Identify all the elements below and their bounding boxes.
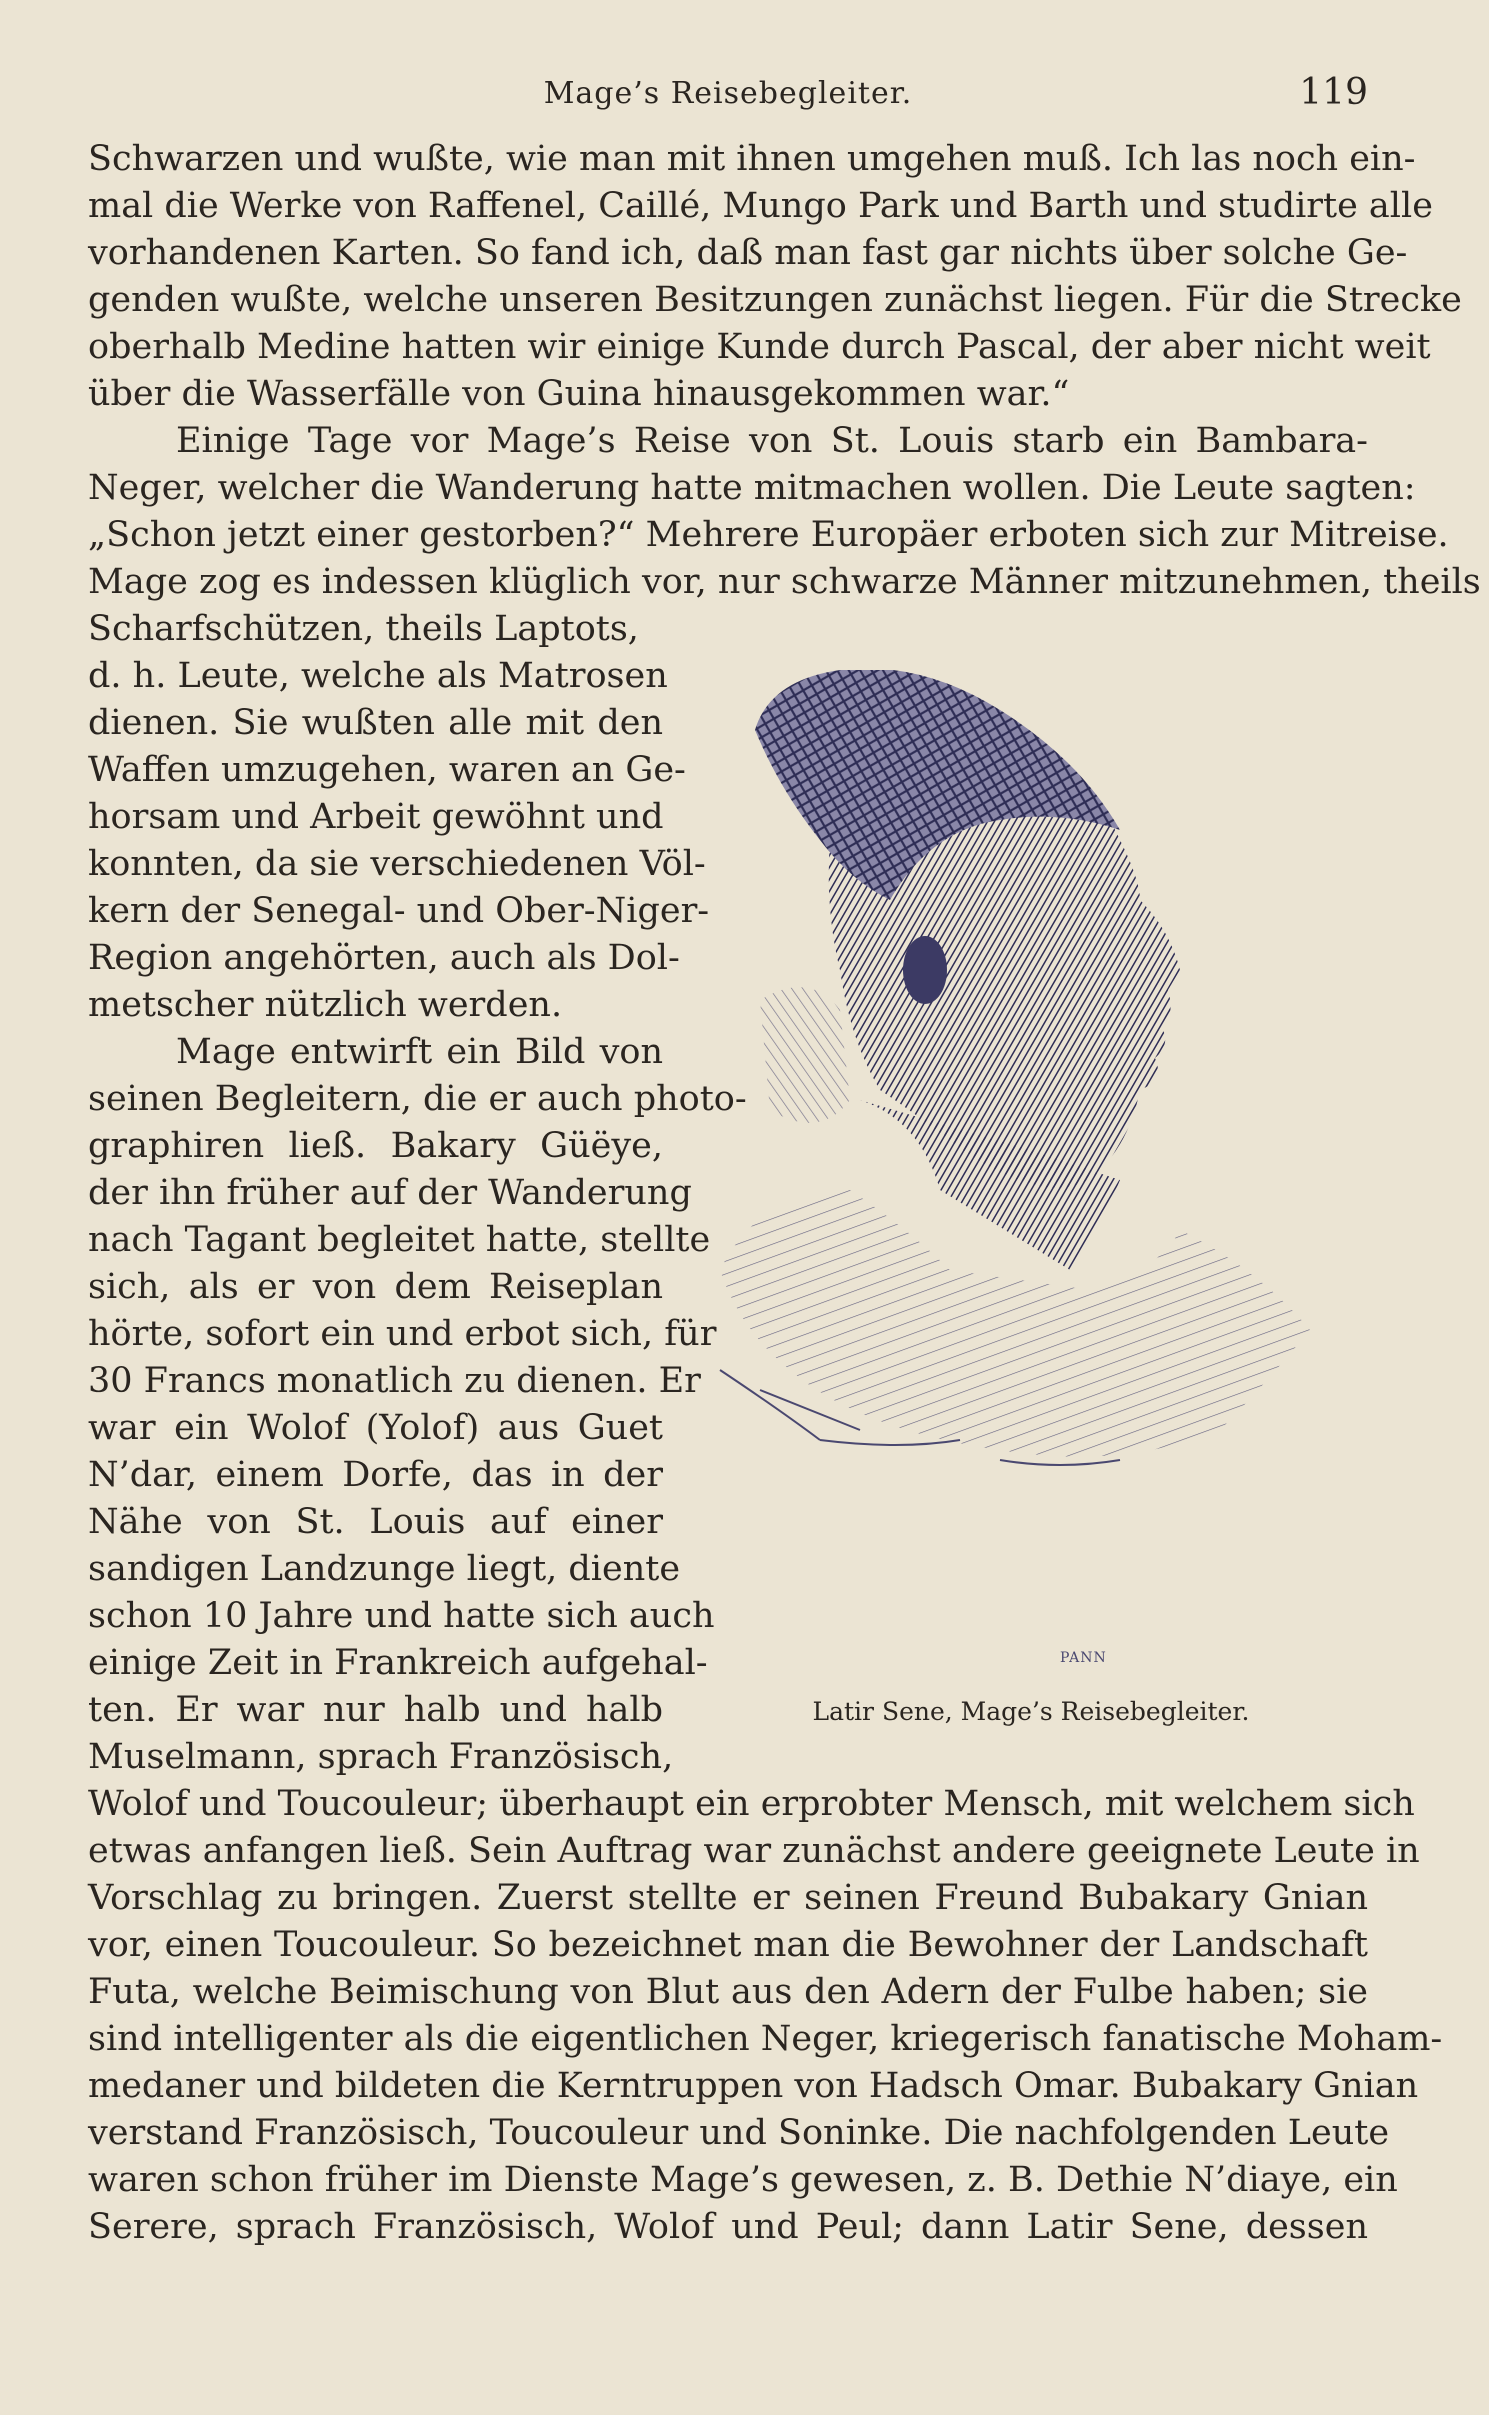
engraver-signature: PANN bbox=[1060, 1650, 1107, 1666]
text-line: sind intelligenter als die eigentlichen Neger, kriegerisch fanatische Moham- bbox=[88, 2019, 1443, 2059]
text-line: Neger, welcher die Wanderung hatte mitmachen wollen. Die Leute sagten: bbox=[88, 468, 1416, 508]
text-line: ten. Er war nur halb und halb bbox=[88, 1690, 663, 1730]
text-line: der ihn früher auf der Wanderung bbox=[88, 1173, 692, 1213]
text-line: Futa, welche Beimischung von Blut aus den Adern der Fulbe haben; sie bbox=[88, 1972, 1368, 2012]
text-line: sandigen Landzunge liegt, diente bbox=[88, 1549, 681, 1589]
text-line: Einige Tage vor Mage’s Reise von St. Louis starb ein Bambara- bbox=[176, 421, 1368, 461]
page-number: 119 bbox=[1299, 72, 1368, 113]
text-line: dienen. Sie wußten alle mit den bbox=[88, 703, 663, 743]
text-line: nach Tagant begleitet hatte, stellte bbox=[88, 1220, 711, 1260]
text-line: vor, einen Toucouleur. So bezeichnet man die Bewohner der Landschaft bbox=[88, 1925, 1368, 1965]
figure-caption: Latir Sene, Mage’s Reisebegleiter. bbox=[812, 1697, 1250, 1726]
text-line: Mage entwirft ein Bild von bbox=[176, 1032, 663, 1072]
portrait-engraving bbox=[700, 670, 1380, 1730]
text-line: oberhalb Medine hatten wir einige Kunde durch Pascal, der aber nicht weit bbox=[88, 327, 1431, 367]
text-line: vorhandenen Karten. So fand ich, daß man fast gar nichts über solche Ge- bbox=[88, 233, 1408, 273]
text-line: konnten, da sie verschiedenen Völ- bbox=[88, 844, 706, 884]
text-line: „Schon jetzt einer gestorben?“ Mehrere Europäer erboten sich zur Mitreise. bbox=[88, 515, 1449, 555]
text-line: graphiren ließ. Bakary Güëye, bbox=[88, 1126, 663, 1166]
text-line: Waffen umzugehen, waren an Ge- bbox=[88, 750, 686, 790]
text-line: kern der Senegal- und Ober-Niger- bbox=[88, 891, 710, 931]
text-line: Region angehörten, auch als Dol- bbox=[88, 938, 680, 978]
text-line: 30 Francs monatlich zu dienen. Er bbox=[88, 1361, 701, 1401]
text-line: etwas anfangen ließ. Sein Auftrag war zunächst andere geeignete Leute in bbox=[88, 1831, 1420, 1871]
text-line: Mage zog es indessen klüglich vor, nur schwarze Männer mitzunehmen, theils bbox=[88, 562, 1481, 602]
text-line: metscher nützlich werden. bbox=[88, 985, 563, 1025]
text-line: d. h. Leute, welche als Matrosen bbox=[88, 656, 668, 696]
text-line: horsam und Arbeit gewöhnt und bbox=[88, 797, 664, 837]
text-line: Nähe von St. Louis auf einer bbox=[88, 1502, 663, 1542]
text-line: Schwarzen und wußte, wie man mit ihnen umgehen muß. Ich las noch ein- bbox=[88, 139, 1416, 179]
text-line: mal die Werke von Raffenel, Caillé, Mungo Park und Barth und studirte alle bbox=[88, 186, 1433, 226]
text-line: über die Wasserfälle von Guina hinausgekommen war.“ bbox=[88, 374, 1070, 414]
text-line: seinen Begleitern, die er auch photo- bbox=[88, 1079, 747, 1119]
running-head: Mage’s Reisebegleiter. bbox=[543, 76, 913, 111]
text-line: Wolof und Toucouleur; überhaupt ein erprobter Mensch, mit welchem sich bbox=[88, 1784, 1415, 1824]
text-line: Serere, sprach Französisch, Wolof und Peul; dann Latir Sene, dessen bbox=[88, 2207, 1368, 2247]
text-line: N’dar, einem Dorfe, das in der bbox=[88, 1455, 663, 1495]
portrait-illustration bbox=[700, 670, 1380, 1730]
text-line: war ein Wolof (Yolof) aus Guet bbox=[88, 1408, 663, 1448]
text-line: Vorschlag zu bringen. Zuerst stellte er seinen Freund Bubakary Gnian bbox=[88, 1878, 1368, 1918]
text-line: verstand Französisch, Toucouleur und Soninke. Die nachfolgenden Leute bbox=[88, 2113, 1390, 2153]
text-line: Scharfschützen, theils Laptots, bbox=[88, 609, 639, 649]
text-line: einige Zeit in Frankreich aufgehal- bbox=[88, 1643, 708, 1683]
page-header bbox=[88, 72, 1368, 122]
text-line: genden wußte, welche unseren Besitzungen zunächst liegen. Für die Strecke bbox=[88, 280, 1462, 320]
text-line: hörte, sofort ein und erbot sich, für bbox=[88, 1314, 717, 1354]
text-line: Muselmann, sprach Französisch, bbox=[88, 1737, 674, 1777]
text-line: medaner und bildeten die Kerntruppen von Hadsch Omar. Bubakary Gnian bbox=[88, 2066, 1419, 2106]
text-line: waren schon früher im Dienste Mage’s gewesen, z. B. Dethie N’diaye, ein bbox=[88, 2160, 1398, 2200]
text-line: schon 10 Jahre und hatte sich auch bbox=[88, 1596, 715, 1636]
text-line: sich, als er von dem Reiseplan bbox=[88, 1267, 663, 1307]
